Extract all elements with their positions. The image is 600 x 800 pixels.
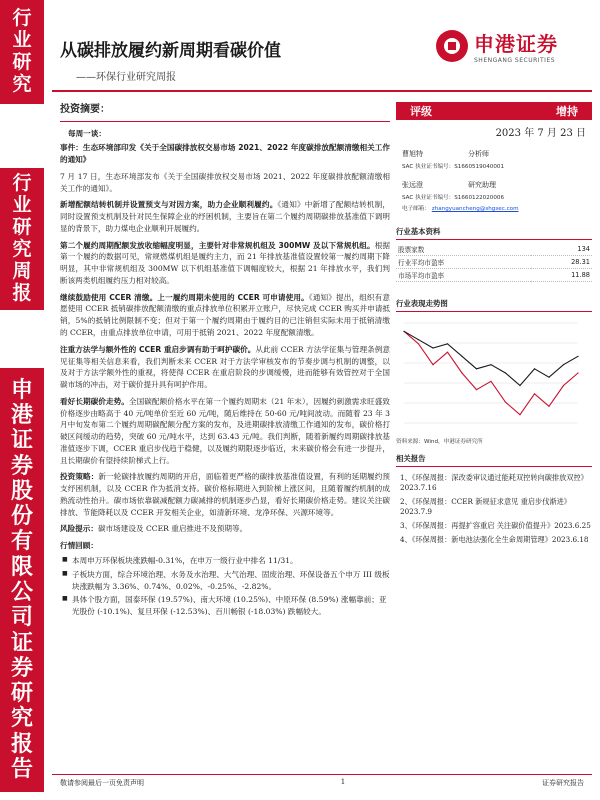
paragraph-lead: 继续鼓励使用 CCER 清缴。上一履约周期未使用的 CCER 可申请使用。 (60, 292, 309, 302)
chart-point (490, 364, 491, 365)
paragraph-lead: 注重方法学与额外性的 CCER 重启步调有助于呵护碳价。 (60, 344, 256, 354)
sidebar-char: 有 (10, 529, 33, 555)
chart-point (418, 343, 419, 344)
rating-label: 评级 (410, 105, 432, 118)
sidebar-char: 行 (12, 7, 32, 30)
analyst-role: 分析师 (468, 150, 489, 158)
info-value: 28.31 (571, 258, 590, 266)
sidebar-char: 券 (10, 655, 33, 681)
chart-point (577, 356, 578, 357)
sidebar-char: 报 (12, 281, 32, 304)
chart-point (563, 385, 564, 386)
basic-info-table (396, 243, 592, 282)
chart-point (432, 364, 433, 365)
summary-paragraph (60, 396, 390, 467)
analyst-row (398, 149, 592, 159)
disclaimer-note: 敬请参阅最后一页免责声明 (60, 779, 144, 787)
analyst-sac: SAC 执业证书编号：S1660519040001 (402, 164, 505, 170)
related-report-item[interactable]: 2、《环保周报：CCER 新规征求意见 重启步伐渐进》2023.7.9 (400, 497, 571, 517)
chart-point (432, 347, 433, 348)
sidebar-char: 究 (12, 238, 32, 260)
page-number: 1 (340, 778, 346, 786)
report-subtitle: ——环保行业研究周报 (76, 72, 176, 83)
info-label: 市场平均市盈率 (398, 272, 445, 280)
related-report-item[interactable]: 4、《环保周报：新电池法强化全生命周期管理》2023.6.18 (400, 535, 589, 545)
sidebar-char: 申 (10, 377, 33, 403)
related-report-item[interactable]: 3、《环保周报：再提扩容重启 关注碳价值提升》2023.6.25 (400, 521, 591, 531)
rating-value: 增持 (556, 105, 578, 118)
summary-paragraph (60, 523, 390, 535)
paragraph-lead: 新增配额结转机制并设置预支与对因方案，助力企业顺利履约。 (60, 200, 278, 210)
chart-point (534, 393, 535, 394)
analyst-name: 张远澄 (402, 181, 423, 189)
summary-paragraph (60, 199, 390, 234)
related-heading: 相关报告 (396, 453, 592, 467)
summary-heading: 投资摘要： (60, 102, 390, 122)
paragraph-body: 碳市场建设及 CCER 重启推进不及预期等。 (97, 524, 248, 534)
table-row (396, 256, 592, 269)
sidebar-char: 报 (10, 731, 33, 757)
weekly-label: 每周一谈： (68, 128, 106, 138)
chart-point (476, 389, 477, 390)
paragraph-body: 从此前 CCER 方法学征集与管理条例意见征集等相关信息来看，我们判断未来 CCER 对于方法学审核发布的节奏步调与机制的调整，以及对于方法学额外性的重视，将使得 CCER 在重启阶段的步调缓慢，进而能够有效管控对于全国碳市场的冲击，对于碳价提升具有呵护作用。 (60, 344, 390, 390)
list-item: ■ 子板块方面，综合环境治理、水务及水治理、大气治理、固废治理、环保设备五个申万 III 级板块涨跌幅为 3.36%、0.74%、0.02%、-0.25%、-2.82%。 (62, 569, 390, 593)
paragraph-body: 新一轮碳排放履约周期的开启，面临着更严格的碳排放基准值设置，有利的延期履约预支纾困机制，以及 CCER 作为抵消支持。碳价格标期进入到阶梯上涨区间，且随着履约机制的成熟流动性抬升。碳市场依靠碳减配额力碳减排的机制逐步凸显，看好长期碳价格走势。建议关注碳排放、节能降耗以及 CCER 开发相关企业，如清新环境、龙净环保、兴源环境等。 (60, 472, 391, 517)
info-label: 股票家数 (398, 246, 425, 254)
sidebar-char: 究 (12, 72, 32, 95)
sidebar-char: 股 (10, 478, 33, 504)
left-sidebar (0, 0, 44, 800)
right-column (396, 102, 592, 549)
sidebar-char: 周 (12, 259, 32, 282)
paragraph-lead: 看好长期碳价走势。 (60, 396, 129, 406)
sidebar-industry-weekly (0, 168, 44, 310)
chart-point (519, 385, 520, 386)
sidebar-company-report (0, 368, 44, 792)
sidebar-char: 研 (12, 51, 32, 73)
sidebar-char: 业 (12, 194, 32, 217)
paragraph-lead: 投资策略： (60, 472, 99, 482)
chart-point (505, 402, 506, 403)
chart-series-line (404, 331, 578, 385)
chart-point (447, 343, 448, 344)
sidebar-char: 行 (12, 172, 32, 195)
info-value: 134 (577, 245, 590, 253)
sidebar-char: 券 (10, 453, 33, 479)
list-item: ■ 具体个股方面，国泰环保 (19.57%)、南大环境 (10.25%)、中原环保 (8.59%) 涨幅靠前；亚光股份 (-10.1%)、复旦环保 (-12.53%)、百川畅银 (-18.03%) 跌幅较大。 (62, 594, 390, 618)
logo-name-en: SHENGANG SECURITIES (474, 57, 556, 64)
summary-paragraph (60, 240, 390, 287)
related-list (396, 473, 592, 545)
chart-point (461, 372, 462, 373)
paragraph-body: 全国碳配额价格水平在第一个履约周期末（21 年末），因履约刺激需求旺盛致价格逐步由略高于 40 元/吨单价至近 60 元/吨，随后维持在 50-60 元/吨间波动。而随着 23 年 3 月中旬发布第二个履约周期碳配额分配方案的发布，及进期碳排放清缴工作通知的发布，碳价格打破区间缓动的趋势，突破 60 元/吨水平，达到 63.43 元/吨。我们判断，随着新履约周期碳排放基准值逐步下调，CCER 重启步伐趋于稳健，以及履约期限逐步临近，未来碳价格会有进一步提升，且长期碳价有望持续阶梯式上行。 (60, 396, 391, 465)
paragraph-body: 《通知》提出，组织有意愿使用 CCER 抵销碳排放配额清缴的重点排放单位积累开立账户，尽快完成 CCER 购买并申请抵销，5%的抵销比例限制不变；但对于第一个履约周期由于履约目的已注销但实际未用于抵销清缴的 CCER，由重点排放单位申请，可用于抵销 2021、2022 年度配额清缴。 (60, 292, 390, 337)
chart-heading: 行业表现走势图 (396, 298, 592, 312)
chart-point (505, 372, 506, 373)
chart-series-line (404, 331, 578, 414)
footer-label: 证券研究报告 (542, 779, 584, 787)
sidebar-char: 业 (12, 29, 32, 52)
analyst-role: 研究助理 (468, 181, 496, 189)
analyst-block (396, 149, 592, 212)
chart-point (548, 377, 549, 378)
email-line (398, 204, 592, 212)
sidebar-char: 究 (10, 706, 33, 732)
info-label: 行业平均市盈率 (398, 259, 445, 267)
chart-point (534, 368, 535, 369)
header-divider (52, 90, 592, 92)
chart-source: 资料来源：Wind，申港证券研究所 (396, 439, 483, 445)
sidebar-char: 公 (10, 580, 33, 605)
paragraph-body: 7 月 17 日，生态环境部发布《关于全国碳排放权交易市场 2021、2022 年度碳排放配额清缴相关工作的通知》。 (60, 171, 390, 193)
logo-icon (436, 30, 468, 62)
market-review-list (60, 555, 390, 618)
summary-paragraph (60, 171, 390, 195)
paragraph-body: 《通知》中新增了配额结转机制，同时设置预支机制及针对民生保障企业的纾困机制，主要旨在第二个履约周期碳排放基准值下调明显的背景下，助力煤电企业顺利开展履约。 (60, 200, 390, 233)
sidebar-char: 港 (10, 402, 33, 428)
sidebar-char: 证 (10, 428, 33, 454)
sidebar-char: 司 (10, 605, 33, 631)
email-link[interactable]: zhangyuancheng@shgsec.com (431, 206, 519, 212)
chart-point (403, 331, 404, 332)
chart-canvas (396, 315, 586, 435)
table-row (396, 269, 592, 282)
summary-paragraphs (60, 142, 390, 535)
report-date: 2023 年 7 月 23 日 (495, 128, 586, 139)
summary-paragraph (60, 344, 390, 391)
chart-point (476, 368, 477, 369)
main-content (60, 102, 390, 620)
sidebar-char: 份 (10, 504, 33, 530)
sidebar-char: 研 (10, 681, 33, 707)
analyst-sac: SAC 执业证书编号：S1660122020006 (402, 195, 505, 201)
paragraph-lead: 事件：生态环境部印发《关于全国碳排放权交易市场 2021、2022 年度碳排放配额清缴相关工作的通知》 (60, 143, 390, 165)
info-value: 11.88 (571, 271, 590, 279)
chart-point (490, 381, 491, 382)
analyst-row (398, 180, 592, 190)
related-reports (396, 453, 592, 545)
market-label: 行情回顾： (60, 541, 98, 551)
basic-info-heading: 行业基本资料 (396, 226, 592, 240)
related-report-item[interactable]: 1、《环保周报：深改委审议通过能耗双控转向碳排放双控》2023.7.16 (400, 473, 588, 493)
sidebar-char: 研 (12, 216, 32, 239)
paragraph-lead: 第二个履约周期配额发放收缩幅度明显，主要针对非常规机组及 300MW 及以下常规机组。 (60, 240, 375, 250)
chart-point (418, 339, 419, 340)
chart-point (563, 364, 564, 365)
summary-paragraph (60, 471, 390, 518)
chart-point (519, 414, 520, 415)
logo-name: 申港证券 (474, 32, 558, 56)
sidebar-industry-research (0, 0, 44, 104)
chart-point (548, 406, 549, 407)
list-item: ■ 本周申万环保板块涨跌幅-0.31%，在申万一级行业中排名 11/31。 (62, 555, 390, 567)
summary-paragraph (60, 142, 390, 166)
sidebar-char: 告 (10, 757, 33, 783)
chart-point (461, 356, 462, 357)
sidebar-char: 限 (10, 554, 33, 580)
company-logo (436, 28, 558, 64)
report-title: 从碳排放履约新周期看碳价值 (60, 41, 281, 61)
paragraph-lead: 风险提示： (60, 524, 98, 534)
sidebar-char: 证 (10, 630, 33, 656)
page-footer (52, 774, 592, 788)
summary-paragraph (60, 292, 390, 339)
analyst-name: 曹旭特 (402, 150, 423, 158)
email-label: 电子邮箱： (402, 206, 430, 212)
chart-point (577, 372, 578, 373)
table-row (396, 243, 592, 256)
chart-point (447, 352, 448, 353)
rating-bar (396, 102, 592, 120)
performance-chart (396, 298, 592, 445)
paragraph-body: 根据第一个履约的数据可见，常规燃煤机组是履约主力，而 21 年排放基准值设置较第一履约周期下降明显，其中非常规机组及 300MW 以下机组基准值下调幅度较大，根据 21 年排放水平，我们判断该两类机组履约压力相对较高。 (60, 240, 391, 285)
